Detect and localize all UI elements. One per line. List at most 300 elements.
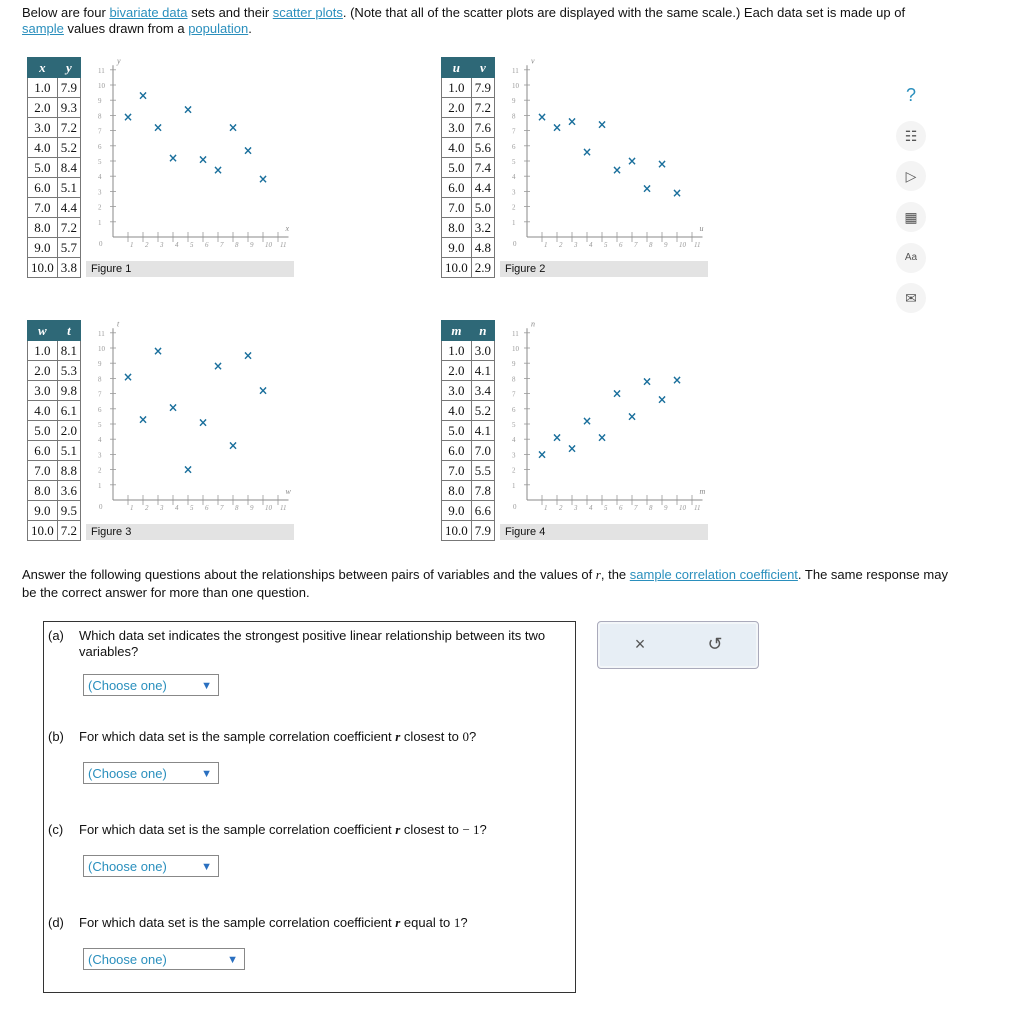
y-tick-label: 10: [512, 82, 519, 90]
clear-icon[interactable]: ×: [634, 634, 646, 654]
figure-2: [441, 57, 704, 278]
origin-label: 0: [513, 240, 517, 248]
column-header: t: [57, 321, 80, 341]
column-header: w: [28, 321, 58, 341]
data-point: ×: [671, 185, 683, 200]
data-point: ×: [137, 412, 149, 427]
y-tick-label: 4: [512, 436, 516, 445]
x-tick-label: 7: [220, 241, 224, 249]
table-cell: 6.6: [471, 501, 494, 521]
figure-caption: Figure 1: [86, 261, 294, 277]
calculator-icon[interactable]: ☷: [896, 121, 926, 151]
chevron-down-icon: ▼: [201, 861, 212, 873]
data-point: ×: [596, 430, 608, 445]
x-tick-label: 2: [145, 504, 149, 512]
y-tick-label: 11: [512, 329, 519, 338]
table-row: [442, 78, 495, 98]
x-tick-label: 1: [130, 241, 134, 249]
table-cell: 5.0: [471, 198, 494, 218]
y-tick-label: 2: [512, 466, 516, 475]
y-tick-label: 9: [512, 97, 516, 106]
y-tick-label: 9: [98, 97, 102, 106]
table-row: [28, 401, 81, 421]
table-cell: 7.2: [57, 521, 80, 541]
figure-4: [441, 320, 706, 541]
y-axis-label: v: [531, 57, 535, 66]
answer-c-select[interactable]: (Choose one) ▼: [83, 855, 219, 877]
x-tick-label: 1: [130, 504, 134, 512]
x-tick-label: 6: [205, 504, 209, 512]
table-cell: 7.4: [471, 158, 494, 178]
y-tick-label: 3: [98, 188, 102, 197]
figure-caption: Figure 3: [86, 524, 294, 540]
table-cell: 2.9: [471, 258, 494, 278]
figure-3: [27, 320, 291, 541]
table-row: [442, 421, 495, 441]
sample-correlation-coefficient-link[interactable]: sample correlation coefficient: [629, 567, 798, 582]
data-point: ×: [611, 386, 623, 401]
data-point: ×: [656, 157, 668, 172]
x-tick-label: 5: [604, 504, 608, 512]
table-cell: 4.0: [28, 401, 58, 421]
data-point: ×: [212, 163, 224, 178]
table-cell: 9.0: [442, 238, 472, 258]
column-header: v: [471, 58, 494, 78]
table-cell: 6.0: [442, 178, 472, 198]
table-row: [442, 238, 495, 258]
x-tick-label: 4: [175, 504, 179, 512]
table-cell: 3.4: [471, 381, 494, 401]
table-cell: 9.5: [57, 501, 80, 521]
x-axis-label: w: [285, 487, 291, 496]
data-point: ×: [182, 462, 194, 477]
table-cell: 3.0: [442, 381, 472, 401]
help-icon[interactable]: ?: [896, 80, 926, 110]
y-tick-label: 5: [512, 158, 516, 166]
table-cell: 5.6: [471, 138, 494, 158]
table-cell: 5.1: [57, 441, 80, 461]
table-cell: 8.4: [57, 158, 80, 178]
table-row: [28, 481, 81, 501]
x-tick-label: 8: [649, 504, 653, 512]
y-tick-label: 11: [512, 66, 519, 75]
table-cell: 5.0: [442, 421, 472, 441]
y-tick-label: 7: [98, 390, 102, 399]
table-cell: 2.0: [442, 98, 472, 118]
scatter-plot: [496, 57, 706, 252]
x-tick-label: 4: [175, 241, 179, 249]
table-row: [28, 501, 81, 521]
origin-label: 0: [513, 503, 517, 511]
table-row: [28, 238, 81, 258]
table-cell: 1.0: [442, 341, 472, 361]
table-row: [28, 341, 81, 361]
y-tick-label: 5: [512, 421, 516, 429]
table-row: [442, 118, 495, 138]
data-point: ×: [197, 415, 209, 430]
table-cell: 10.0: [28, 521, 58, 541]
x-tick-label: 9: [664, 241, 668, 249]
y-tick-label: 4: [98, 173, 102, 182]
y-tick-label: 1: [512, 481, 516, 490]
y-tick-label: 2: [98, 466, 102, 475]
table-row: [442, 138, 495, 158]
y-tick-label: 8: [98, 112, 102, 121]
figure-1: [27, 57, 290, 278]
table-cell: 8.0: [442, 218, 472, 238]
data-point: ×: [566, 114, 578, 129]
table-row: [28, 198, 81, 218]
table-cell: 7.9: [471, 78, 494, 98]
scatter-plot: [82, 320, 292, 515]
table-row: [442, 258, 495, 278]
table-row: [28, 461, 81, 481]
table-cell: 4.0: [28, 138, 58, 158]
table-cell: 8.8: [57, 461, 80, 481]
x-tick-label: 9: [250, 241, 254, 249]
y-tick-label: 7: [512, 127, 516, 136]
x-tick-label: 10: [265, 241, 272, 249]
answer-a-select[interactable]: (Choose one) ▼: [83, 674, 219, 696]
y-tick-label: 11: [98, 329, 105, 338]
table-cell: 7.0: [471, 441, 494, 461]
y-tick-label: 1: [512, 218, 516, 227]
x-tick-label: 8: [235, 241, 239, 249]
table-cell: 5.7: [57, 238, 80, 258]
x-axis-label: u: [699, 224, 704, 233]
table-cell: 6.0: [28, 178, 58, 198]
data-point: ×: [641, 374, 653, 389]
table-cell: 5.3: [57, 361, 80, 381]
x-tick-label: 7: [634, 504, 638, 512]
table-cell: 3.0: [28, 118, 58, 138]
table-row: [442, 361, 495, 381]
x-tick-label: 5: [190, 241, 194, 249]
data-point: ×: [551, 120, 563, 135]
y-axis-label: t: [117, 320, 120, 329]
table-cell: 7.9: [471, 521, 494, 541]
y-tick-label: 8: [98, 375, 102, 384]
column-header: m: [442, 321, 472, 341]
x-tick-label: 4: [589, 241, 593, 249]
data-point: ×: [242, 348, 254, 363]
data-table: [441, 57, 495, 278]
x-tick-label: 2: [559, 241, 563, 249]
y-tick-label: 10: [98, 82, 105, 90]
table-cell: 4.4: [57, 198, 80, 218]
scatter-plot: [82, 57, 292, 252]
data-point: ×: [122, 369, 134, 384]
data-point: ×: [197, 152, 209, 167]
table-cell: 2.0: [28, 98, 58, 118]
y-tick-label: 1: [98, 481, 102, 490]
table-row: [28, 158, 81, 178]
chevron-down-icon: ▼: [201, 768, 212, 780]
chevron-down-icon: ▼: [227, 954, 238, 966]
data-sheet-icon[interactable]: ▦: [896, 202, 926, 232]
table-cell: 5.0: [28, 158, 58, 178]
table-cell: 9.0: [442, 501, 472, 521]
table-row: [442, 441, 495, 461]
data-point: ×: [536, 109, 548, 124]
table-cell: 1.0: [28, 78, 58, 98]
table-cell: 5.2: [471, 401, 494, 421]
scatter-plots-link[interactable]: scatter plots: [272, 5, 343, 20]
table-row: [28, 138, 81, 158]
y-tick-label: 4: [98, 436, 102, 445]
column-header: y: [57, 58, 80, 78]
table-cell: 7.2: [471, 98, 494, 118]
table-cell: 8.1: [57, 341, 80, 361]
table-cell: 6.0: [442, 441, 472, 461]
y-tick-label: 3: [512, 451, 516, 460]
y-tick-label: 5: [98, 421, 102, 429]
data-table: [27, 57, 81, 278]
y-tick-label: 3: [512, 188, 516, 197]
figure-caption: Figure 4: [500, 524, 708, 540]
table-row: [28, 178, 81, 198]
table-cell: 10.0: [28, 258, 58, 278]
table-row: [28, 361, 81, 381]
data-point: ×: [611, 163, 623, 178]
origin-label: 0: [99, 240, 103, 248]
table-cell: 9.8: [57, 381, 80, 401]
data-point: ×: [137, 88, 149, 103]
table-cell: 4.1: [471, 421, 494, 441]
column-header: x: [28, 58, 58, 78]
y-tick-label: 6: [98, 405, 102, 414]
x-tick-label: 5: [604, 241, 608, 249]
x-tick-label: 11: [280, 504, 287, 512]
x-tick-label: 3: [160, 504, 164, 512]
data-point: ×: [581, 144, 593, 159]
data-point: ×: [167, 400, 179, 415]
x-tick-label: 2: [145, 241, 149, 249]
data-table: [27, 320, 81, 541]
table-cell: 9.0: [28, 501, 58, 521]
x-tick-label: 2: [559, 504, 563, 512]
table-cell: 7.0: [28, 198, 58, 218]
data-point: ×: [152, 344, 164, 359]
x-tick-label: 8: [235, 504, 239, 512]
data-point: ×: [122, 109, 134, 124]
table-cell: 5.0: [28, 421, 58, 441]
data-point: ×: [536, 447, 548, 462]
data-point: ×: [257, 172, 269, 187]
table-row: [28, 78, 81, 98]
y-tick-label: 8: [512, 375, 516, 384]
table-row: [28, 258, 81, 278]
table-cell: 4.0: [442, 401, 472, 421]
y-axis-label: y: [117, 57, 121, 66]
table-row: [442, 341, 495, 361]
data-point: ×: [581, 413, 593, 428]
table-row: [28, 381, 81, 401]
column-header: n: [471, 321, 494, 341]
table-cell: 6.0: [28, 441, 58, 461]
chevron-down-icon: ▼: [201, 680, 212, 692]
x-tick-label: 6: [619, 504, 623, 512]
table-row: [442, 218, 495, 238]
data-point: ×: [227, 120, 239, 135]
data-point: ×: [596, 117, 608, 132]
glossary-icon[interactable]: Aa: [896, 243, 926, 273]
x-tick-label: 10: [679, 241, 686, 249]
y-tick-label: 6: [512, 142, 516, 151]
y-tick-label: 5: [98, 158, 102, 166]
x-tick-label: 3: [160, 241, 164, 249]
table-row: [442, 381, 495, 401]
table-row: [442, 198, 495, 218]
x-tick-label: 6: [619, 241, 623, 249]
sample-link[interactable]: sample: [22, 21, 64, 36]
x-tick-label: 4: [589, 504, 593, 512]
x-tick-label: 6: [205, 241, 209, 249]
table-cell: 7.8: [471, 481, 494, 501]
y-tick-label: 4: [512, 173, 516, 182]
table-cell: 3.0: [28, 381, 58, 401]
data-point: ×: [566, 441, 578, 456]
data-point: ×: [242, 143, 254, 158]
y-axis-label: n: [531, 320, 535, 329]
answer-d-select[interactable]: (Choose one) ▼: [83, 948, 245, 970]
table-row: [442, 98, 495, 118]
x-tick-label: 9: [664, 504, 668, 512]
x-axis-label: x: [285, 224, 290, 233]
table-cell: 1.0: [28, 341, 58, 361]
table-cell: 8.0: [442, 481, 472, 501]
table-cell: 7.2: [57, 218, 80, 238]
table-row: [442, 521, 495, 541]
table-cell: 1.0: [442, 78, 472, 98]
x-tick-label: 10: [679, 504, 686, 512]
table-cell: 7.2: [57, 118, 80, 138]
table-row: [28, 218, 81, 238]
table-cell: 4.1: [471, 361, 494, 381]
table-cell: 4.0: [442, 138, 472, 158]
y-tick-label: 11: [98, 66, 105, 75]
question-box: (a) Which data set indicates the strongest positive linear relationship between its two variables? (Choose one) ▼ (b) For which data set is the sample correlation coefficient r closest to 0? (Choose one) ▼ (c) For which data set is the sample correlation coefficient r closest to − 1? (Choose one) ▼ (d) For which data set is the sample correlation coefficient r equal to 1? (Choose one) ▼: [43, 621, 576, 993]
table-cell: 7.9: [57, 78, 80, 98]
table-cell: 4.8: [471, 238, 494, 258]
table-cell: 5.0: [442, 158, 472, 178]
table-cell: 4.4: [471, 178, 494, 198]
answer-b-select[interactable]: (Choose one) ▼: [83, 762, 219, 784]
table-cell: 2.0: [442, 361, 472, 381]
scatter-plot: [496, 320, 706, 515]
y-tick-label: 6: [512, 405, 516, 414]
data-point: ×: [167, 150, 179, 165]
population-link[interactable]: population: [188, 21, 249, 36]
table-row: [28, 421, 81, 441]
table-cell: 3.0: [442, 118, 472, 138]
data-point: ×: [182, 102, 194, 117]
y-tick-label: 6: [98, 142, 102, 151]
y-tick-label: 2: [512, 203, 516, 212]
table-cell: 7.6: [471, 118, 494, 138]
table-row: [442, 178, 495, 198]
x-tick-label: 9: [250, 504, 254, 512]
y-tick-label: 10: [98, 345, 105, 353]
table-row: [442, 501, 495, 521]
answer-tools: [597, 621, 759, 669]
x-tick-label: 11: [694, 241, 701, 249]
origin-label: 0: [99, 503, 103, 511]
table-cell: 8.0: [28, 218, 58, 238]
data-point: ×: [212, 359, 224, 374]
table-cell: 10.0: [442, 521, 472, 541]
table-row: [442, 481, 495, 501]
x-tick-label: 1: [544, 241, 548, 249]
table-row: [442, 461, 495, 481]
table-row: [442, 401, 495, 421]
y-tick-label: 3: [98, 451, 102, 460]
table-cell: 6.1: [57, 401, 80, 421]
table-cell: 9.0: [28, 238, 58, 258]
data-point: ×: [626, 409, 638, 424]
mail-icon[interactable]: ✉: [896, 283, 926, 313]
table-cell: 3.6: [57, 481, 80, 501]
table-cell: 7.0: [442, 461, 472, 481]
table-row: [442, 158, 495, 178]
bivariate-data-link[interactable]: bivariate data: [109, 5, 188, 20]
y-tick-label: 9: [98, 360, 102, 369]
y-tick-label: 1: [98, 218, 102, 227]
table-row: [28, 118, 81, 138]
video-icon[interactable]: ▷: [896, 161, 926, 191]
data-point: ×: [626, 154, 638, 168]
y-tick-label: 7: [98, 127, 102, 136]
y-tick-label: 8: [512, 112, 516, 121]
data-point: ×: [152, 120, 164, 135]
data-point: ×: [641, 181, 653, 196]
x-tick-label: 11: [280, 241, 287, 249]
table-cell: 7.0: [28, 461, 58, 481]
undo-icon[interactable]: ↺: [707, 634, 723, 654]
y-tick-label: 2: [98, 203, 102, 212]
table-cell: 7.0: [442, 198, 472, 218]
x-tick-label: 3: [574, 504, 578, 512]
data-point: ×: [656, 392, 668, 407]
table-cell: 8.0: [28, 481, 58, 501]
data-point: ×: [257, 383, 269, 398]
data-table: [441, 320, 495, 541]
x-tick-label: 7: [634, 241, 638, 249]
table-cell: 5.1: [57, 178, 80, 198]
table-cell: 9.3: [57, 98, 80, 118]
figure-caption: Figure 2: [500, 261, 708, 277]
x-tick-label: 7: [220, 504, 224, 512]
x-tick-label: 3: [574, 241, 578, 249]
table-cell: 2.0: [57, 421, 80, 441]
table-cell: 2.0: [28, 361, 58, 381]
y-tick-label: 9: [512, 360, 516, 369]
table-cell: 5.5: [471, 461, 494, 481]
data-point: ×: [551, 430, 563, 445]
y-tick-label: 7: [512, 390, 516, 399]
column-header: u: [442, 58, 472, 78]
y-tick-label: 10: [512, 345, 519, 353]
answer-instructions: Answer the following questions about the relationships between pairs of variables and the values of r, the sample correlation coefficient. The same response may be the correct answer for more than one question.: [22, 567, 948, 600]
x-axis-label: m: [699, 487, 706, 496]
data-point: ×: [227, 438, 239, 453]
x-tick-label: 8: [649, 241, 653, 249]
x-tick-label: 10: [265, 504, 272, 512]
table-cell: 3.8: [57, 258, 80, 278]
intro-text: Below are four bivariate data sets and their scatter plots. (Note that all of the scatter plots are displayed with the same scale.) Each data set is made up of sample values drawn from a population.: [22, 5, 906, 36]
table-cell: 3.2: [471, 218, 494, 238]
data-point: ×: [671, 372, 683, 387]
